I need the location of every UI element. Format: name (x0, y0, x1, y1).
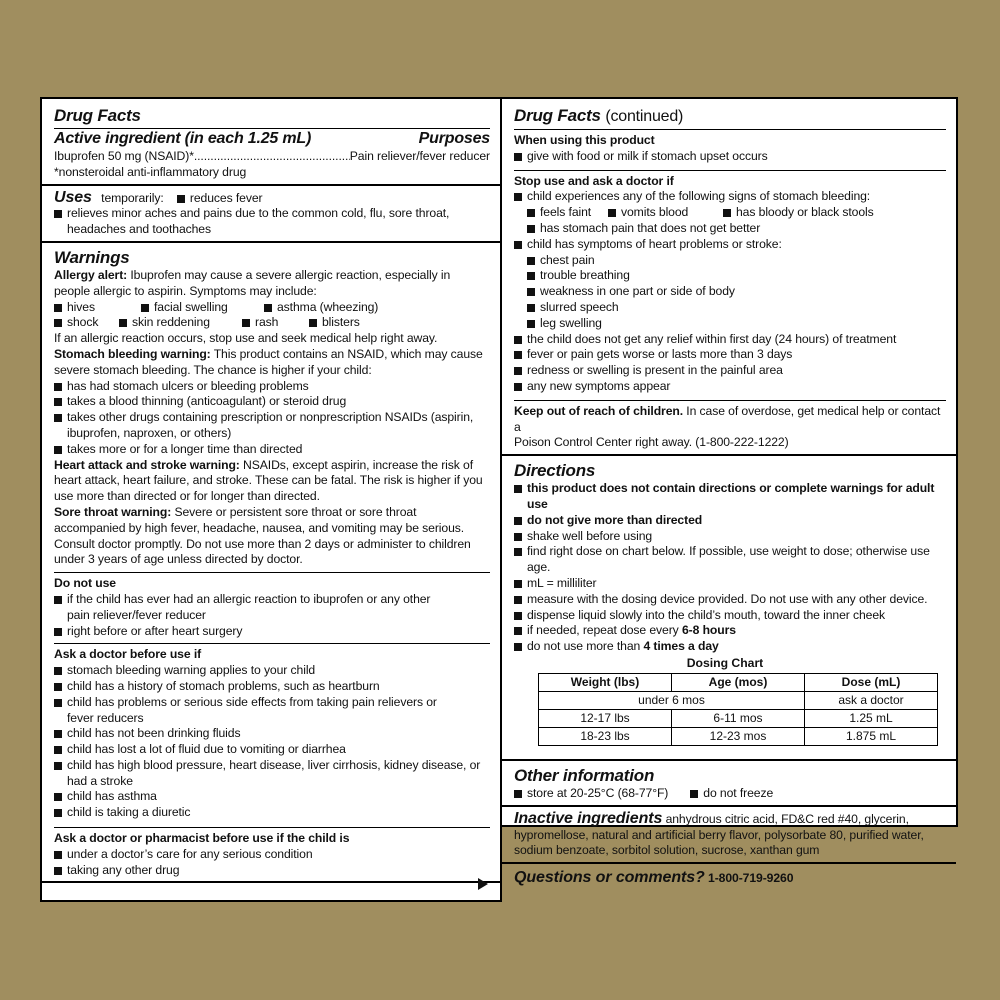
uses-section (42, 186, 500, 243)
continued-arrow-icon (478, 878, 488, 890)
dosing-chart-title: Dosing Chart (686, 655, 764, 670)
drug-facts-panel-right (500, 97, 958, 887)
stop-use-heading: Stop use and ask a doctor if (514, 173, 674, 188)
directions-heading: Directions (514, 461, 596, 481)
warnings-section (42, 243, 500, 883)
allergy-alert: Allergy alert: Ibuprofen may cause a severe allergic reaction, especially in people allergic to aspirin. Symptoms may include: (54, 267, 451, 298)
questions-phone: 1-800-719-9260 (708, 871, 794, 886)
list-item: chest pain (527, 253, 946, 269)
table-header: Dose (mL) (805, 673, 938, 691)
ingredient-name: Ibuprofen 50 mg (NSAID)* (54, 149, 194, 163)
table-row (539, 727, 938, 745)
list-item: takes more or for a longer time than directed (54, 442, 490, 458)
list-item: if needed, repeat dose every 6-8 hours (514, 623, 946, 639)
list-item: has had stomach ulcers or bleeding problems (54, 379, 490, 395)
list-item: do not freeze (690, 786, 773, 802)
inactive-ingredients-section (502, 807, 956, 864)
list-item: child has problems or serious side effects from taking pain relievers or fever reducers (54, 695, 490, 727)
list-item: under a doctor’s care for any serious condition (54, 847, 490, 863)
table-cell: 1.875 mL (805, 727, 938, 745)
list-item: stomach bleeding warning applies to your child (54, 663, 490, 679)
bleeding-signs-row: feels faint vomits blood has bloody or black stools (527, 205, 946, 221)
active-ingredient-header (54, 129, 490, 149)
heart-warning: Heart attack and stroke warning: NSAIDs, except aspirin, increase the risk of heart attack, heart failure, and stroke. These can be fatal. The risk is higher if you use more than directed or for longer than directed. (54, 457, 483, 504)
stomach-warning: Stomach bleeding warning: This product contains an NSAID, which may cause severe stomach bleeding. The chance is higher if your child: (54, 346, 483, 377)
symptoms-row: hives facial swelling asthma (wheezing) (54, 300, 490, 316)
warnings-heading: Warnings (54, 247, 130, 267)
when-using-section (502, 99, 956, 456)
list-item: child experiences any of the following signs of stomach bleeding: (514, 189, 946, 205)
ask-pharmacist-section (54, 827, 490, 878)
allergy-after: If an allergic reaction occurs, stop use and seek medical help right away. (54, 331, 438, 346)
uses-item: reduces fever (177, 191, 263, 205)
list-item: find right dose on chart below. If possible, use weight to dose; otherwise use age. (514, 544, 946, 576)
list-item: store at 20-25°C (68-77°F) (514, 786, 668, 802)
sore-throat-warning: Sore throat warning: Severe or persistent sore throat or sore throat accompanied by high fever, headache, nausea, and vomiting may be serious. Consult doctor promptly. Do not use more than 2 days or administer to children under 3 years of age unless directed by doctor. (54, 504, 471, 567)
list-item: right before or after heart surgery (54, 624, 490, 640)
list-item: weakness in one part or side of body (527, 284, 946, 300)
dosing-chart-table (538, 673, 938, 746)
when-using-heading: When using this product (514, 133, 655, 147)
ingredient-purpose: Pain reliever/fever reducer (349, 149, 490, 163)
list-item: child has symptoms of heart problems or stroke: (514, 237, 946, 253)
ask-doctor-heading: Ask a doctor before use if (54, 647, 202, 662)
list-item: do not use more than 4 times a day (514, 639, 946, 655)
purposes-heading: Purposes (418, 130, 490, 147)
table-cell: 18-23 lbs (539, 727, 672, 745)
table-row (539, 691, 938, 709)
table-cell: 12-23 mos (672, 727, 805, 745)
list-item: leg swelling (527, 316, 946, 332)
list-item: mL = milliliter (514, 576, 946, 592)
ask-doctor-section (54, 643, 490, 821)
table-header: Age (mos) (672, 673, 805, 691)
symptoms-row: shock skin reddening rash blisters (54, 315, 490, 331)
table-cell: 12-17 lbs (539, 709, 672, 727)
inactive-ingredients-text: Inactive ingredients anhydrous citric acid, FD&C red #40, glycerin, hypromellose, natural and artificial berry flavor, polysorbate 80, purified water, sodium benzoate, sorbitol solution, sucrose, xanthan gum (514, 809, 924, 858)
active-ingredient-section (42, 99, 500, 186)
table-cell: ask a doctor (805, 691, 938, 709)
list-item: redness or swelling is present in the painful area (514, 363, 946, 379)
keep-out-section (514, 400, 946, 451)
list-item: do not give more than directed (514, 513, 946, 529)
list-item: child has high blood pressure, heart disease, liver cirrhosis, kidney disease, or had a stroke (54, 758, 490, 790)
list-item: this product does not contain directions or complete warnings for adult use (514, 481, 946, 513)
table-header: Weight (lbs) (539, 673, 672, 691)
list-item: shake well before using (514, 529, 946, 545)
list-item: measure with the dosing device provided. Do not use with any other device. (514, 592, 946, 608)
directions-section (502, 456, 956, 761)
uses-heading: Uses (54, 188, 92, 206)
list-item: taking any other drug (54, 863, 490, 879)
list-item: takes other drugs containing prescription or nonprescription NSAIDs (aspirin, ibuprofen, naproxen, or others) (54, 410, 490, 442)
keep-out-text: Keep out of reach of children. In case of overdose, get medical help or contact a Poison Control Center right away. (1-800-222-1222) (514, 403, 941, 450)
ingredient-row (54, 149, 490, 165)
table-cell: 1.25 mL (805, 709, 938, 727)
other-info-heading: Other information (514, 765, 655, 785)
list-item: if the child has ever had an allergic reaction to ibuprofen or any other pain reliever/fever reducer (54, 592, 490, 624)
do-not-use-heading: Do not use (54, 576, 116, 591)
uses-temporarily: temporarily: (101, 190, 164, 205)
list-item: slurred speech (527, 300, 946, 316)
table-cell: under 6 mos (539, 691, 805, 709)
list-item: trouble breathing (527, 268, 946, 284)
list-item: child has lost a lot of fluid due to vomiting or diarrhea (54, 742, 490, 758)
panel-title: Drug Facts (continued) (514, 106, 684, 125)
questions-section (502, 864, 956, 890)
table-row (539, 673, 938, 691)
questions-heading: Questions or comments? (514, 869, 705, 887)
ask-pharmacist-heading: Ask a doctor or pharmacist before use if the child is (54, 831, 350, 846)
list-item: give with food or milk if stomach upset occurs (514, 149, 946, 165)
list-item: child is taking a diuretic (54, 805, 490, 821)
inactive-heading: Inactive ingredients (514, 809, 663, 827)
do-not-use-section (54, 572, 490, 639)
list-item: fever or pain gets worse or lasts more than 3 days (514, 347, 946, 363)
other-info-section (502, 761, 956, 807)
active-ingredient-heading: Active ingredient (in each 1.25 mL) (54, 130, 312, 147)
list-item: child has a history of stomach problems, such as heartburn (54, 679, 490, 695)
list-item: any new symptoms appear (514, 379, 946, 395)
uses-item: relieves minor aches and pains due to the common cold, flu, sore throat, headaches and toothaches (54, 206, 490, 238)
table-row (539, 709, 938, 727)
stop-use-section (514, 170, 946, 395)
list-item: child has asthma (54, 789, 490, 805)
drug-facts-panel-left (40, 97, 502, 902)
table-cell: 6-11 mos (672, 709, 805, 727)
list-item: dispense liquid slowly into the child’s mouth, toward the inner cheek (514, 608, 946, 624)
list-item: child has not been drinking fluids (54, 726, 490, 742)
panel-title: Drug Facts (54, 106, 141, 125)
list-item: has stomach pain that does not get better (527, 221, 946, 237)
list-item: the child does not get any relief within first day (24 hours) of treatment (514, 332, 946, 348)
list-item: takes a blood thinning (anticoagulant) or steroid drug (54, 394, 490, 410)
ingredient-footnote: *nonsteroidal anti-inflammatory drug (54, 164, 247, 179)
